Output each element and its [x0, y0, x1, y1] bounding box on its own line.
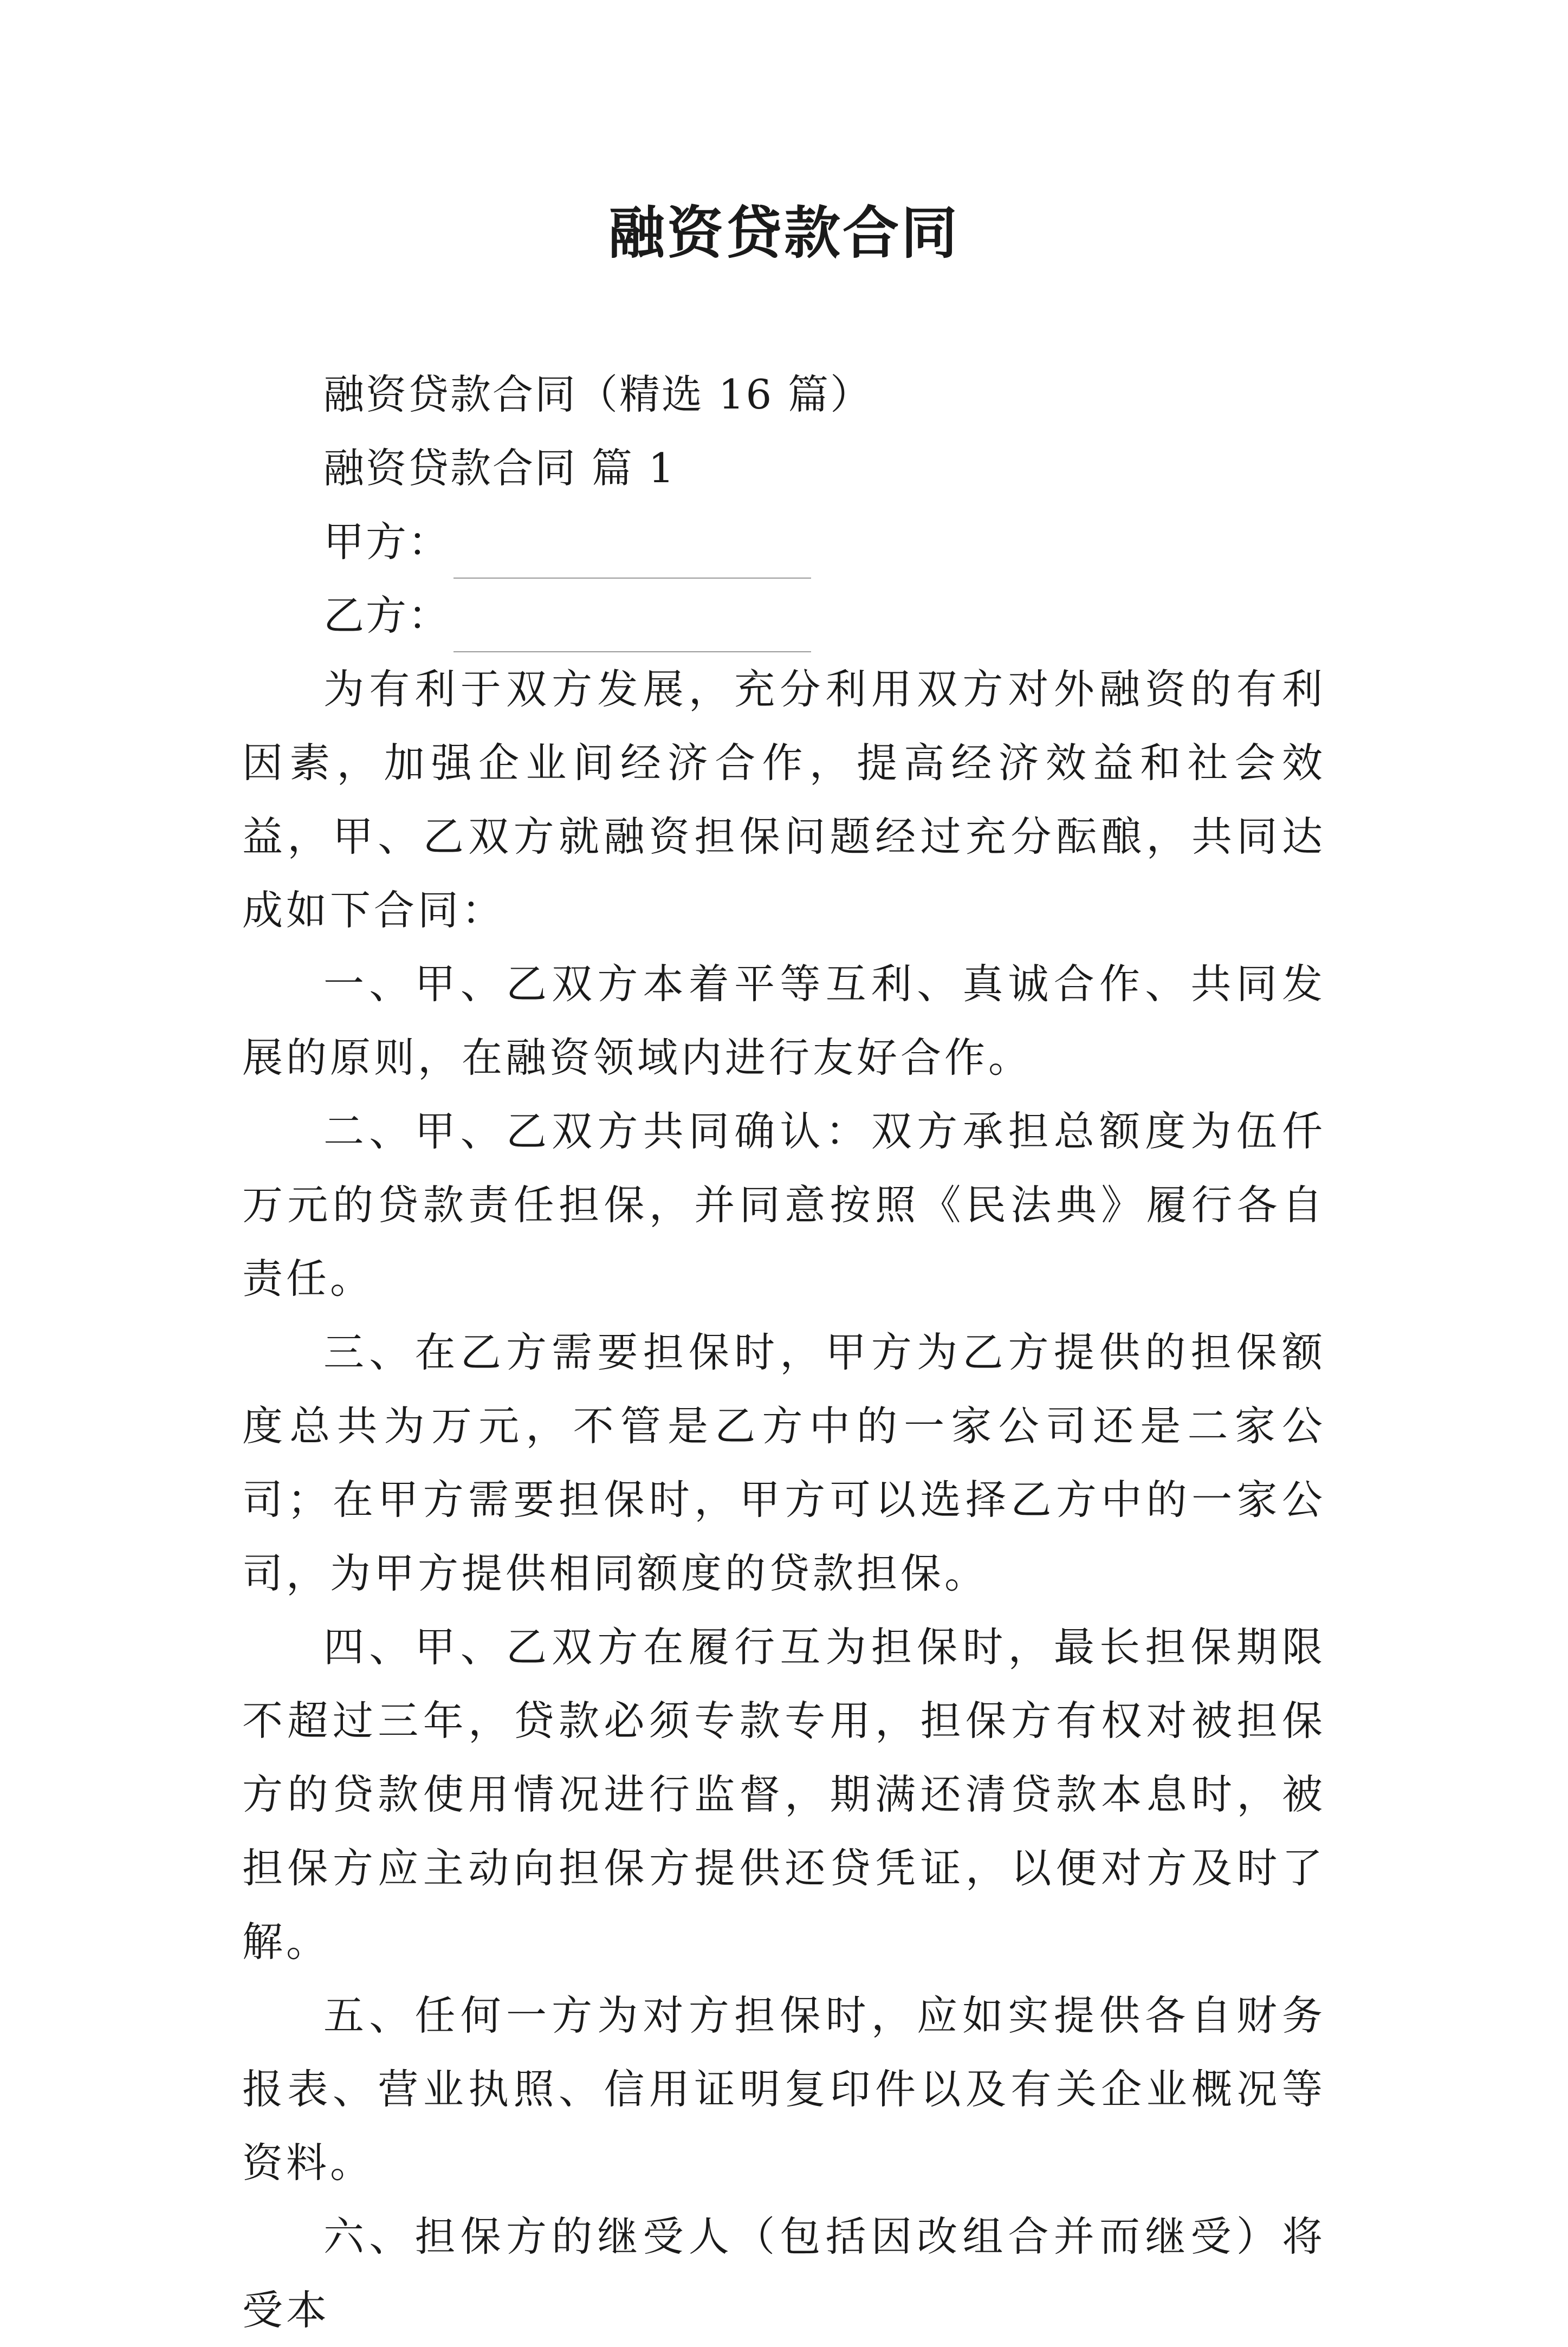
- party-b-blank-field: [453, 601, 811, 652]
- party-a-line: [242, 505, 1326, 579]
- party-b-label: 乙方：: [323, 592, 451, 639]
- preamble-paragraph: 为有利于双方发展，充分利用双方对外融资的有利因素，加强企业间经济合作，提高经济效益和社会效益，甲、乙双方就融资担保问题经过充分酝酿，共同达成如下合同：: [242, 665, 1326, 934]
- document-subtitle: 融资贷款合同（精选 16 篇）: [323, 371, 873, 418]
- clause-4-paragraph: 四、甲、乙双方在履行互为担保时，最长担保期限不超过三年，贷款必须专款专用，担保方有权对被担保方的贷款使用情况进行监督，期满还清贷款本息时，被担保方应主动向担保方提供还贷凭证，以便对方及时了解。: [242, 1623, 1326, 1966]
- document-title: 融资贷款合同: [608, 199, 960, 266]
- clause-3-paragraph: 三、在乙方需要担保时，甲方为乙方提供的担保额度总共为万元，不管是乙方中的一家公司还是二家公司；在甲方需要担保时，甲方可以选择乙方中的一家公司，为甲方提供相同额度的贷款担保。: [242, 1328, 1326, 1597]
- clause-1-paragraph: 一、甲、乙双方本着平等互利、真诚合作、共同发展的原则，在融资领域内进行友好合作。: [242, 960, 1326, 1081]
- clause-5-paragraph: 五、任何一方为对方担保时，应如实提供各自财务报表、营业执照、信用证明复印件以及有关企业概况等资料。: [242, 1992, 1326, 2187]
- party-b-line: [242, 579, 1326, 652]
- party-a-blank-field: [453, 528, 811, 579]
- clause-6-paragraph: 六、担保方的继受人（包括因改组合并而继受）将受本: [242, 2213, 1326, 2334]
- section-heading: 融资贷款合同 篇 1: [323, 444, 676, 492]
- document-body: [242, 358, 1326, 2347]
- clause-2-paragraph: 二、甲、乙双方共同确认：双方承担总额度为伍仟万元的贷款责任担保，并同意按照《民法典》履行各自责任。: [242, 1107, 1326, 1302]
- party-a-label: 甲方：: [323, 518, 451, 566]
